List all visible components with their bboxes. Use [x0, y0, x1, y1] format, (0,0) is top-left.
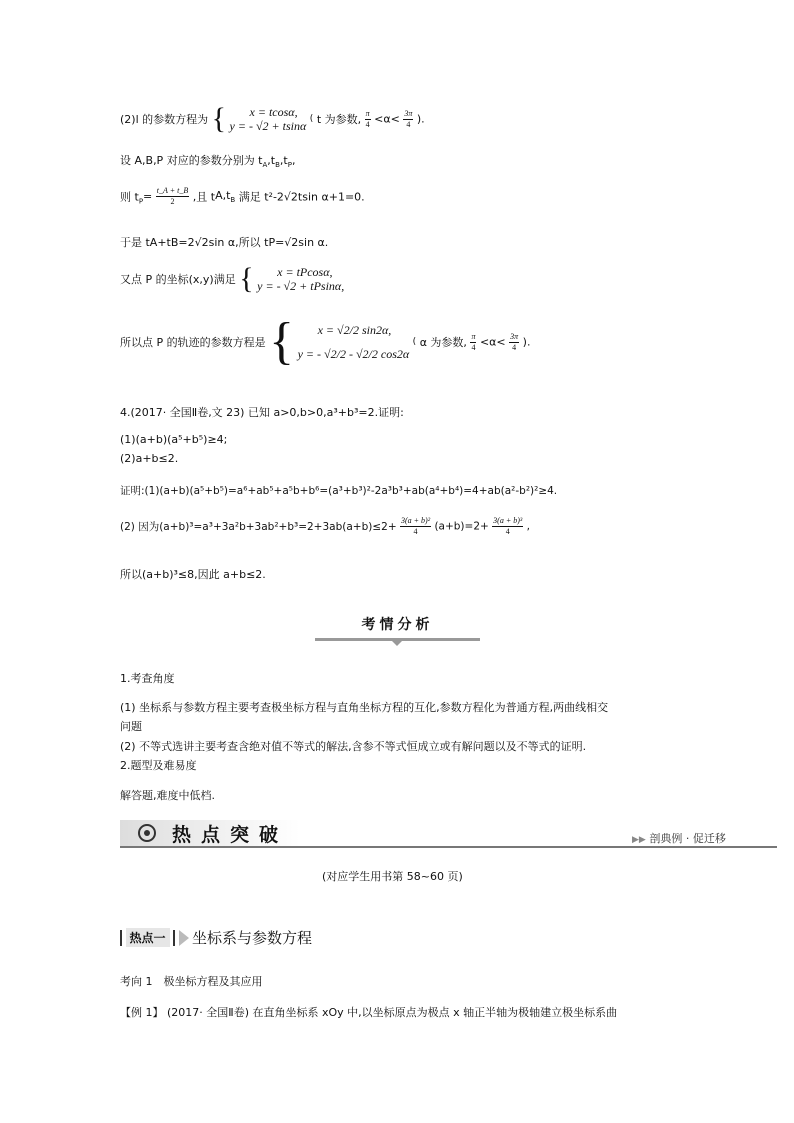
l-param-system: x = tcosα, y = - √2 + tsinα — [229, 105, 307, 133]
hot-title: 热点突破 — [172, 824, 289, 846]
l-param-line: (2)l 的参数方程为 { x = tcosα, y = - √2 + tsinα ( t 为参数, $\frac{\pi}{4}$ <α< $\frac{3\pi}{4}$ ). — [120, 102, 425, 135]
then-line: 则 $t_P=$ $\frac{t\_A + t\_B}{2}$ ,且 $tA,t_B$ 满足 t²-2√2tsin α+1=0. — [120, 186, 365, 206]
analysis-banner-title: 考情分析 — [361, 617, 434, 633]
analysis-h2: 2.题型及难易度 — [120, 759, 197, 772]
q4-proof1: 证明:(1)(a+b)(a⁵+b⁵)=a⁶+ab⁵+a⁵b+b⁶=(a³+b³)²-2a³b³+ab(a⁴+b⁴)=4+ab(a²-b²)²≥4. — [120, 485, 558, 497]
p-coord-line: 又点 P 的坐标(x,y)满足 { x = tPcosα, y = - √2 + tPsinα, — [120, 262, 345, 295]
set-params-line: 设 A,B,P 对应的参数分别为 $t_A,t_B,t_P$, — [120, 154, 296, 170]
example-line — [120, 1004, 617, 1020]
range-high-fraction: $\frac{3\pi}{4}$ — [404, 108, 413, 129]
hot-ref: (对应学生用书第 58~60 页) — [322, 870, 463, 883]
left-brace-icon: { — [269, 313, 295, 370]
trajectory-system: x = √2/2 sin2α, y = - √2/2 - √2/2 cos2α — [297, 323, 410, 361]
q4-item2: (2)a+b≤2. — [120, 452, 179, 465]
hot-point-heading — [120, 927, 312, 945]
analysis-p2: (2) 不等式选讲主要考查含绝对值不等式的解法,含参不等式恒成立或有解问题以及不等式的证明. — [120, 740, 587, 753]
left-brace-icon: { — [239, 262, 254, 295]
direction-line: 考向 1 极坐标方程及其应用 — [120, 975, 263, 988]
triangle-icon — [179, 930, 189, 946]
left-brace-icon: { — [211, 102, 227, 135]
l-param-prefix: (2)l 的参数方程为 — [120, 113, 209, 126]
analysis-p1: (1) 坐标系与参数方程主要考查极坐标方程与直角坐标方程的互化,参数方程化为普通方程,两曲线相交 — [120, 701, 609, 714]
point-title: 坐标系与参数方程 — [192, 929, 313, 947]
q4-title: 4.(2017· 全国Ⅱ卷,文 23) 已知 a>0,b>0,a³+b³=2.证明: — [120, 406, 404, 419]
point-bar-icon — [173, 930, 175, 946]
target-icon — [138, 824, 156, 842]
l-param-suffix: t 为参数, — [316, 113, 362, 126]
point-bar-icon — [120, 930, 122, 946]
example-text: (2017· 全国Ⅱ卷) 在直角坐标系 xOy 中,以坐标原点为极点 x 轴正半轴为极轴建立极坐标系曲 — [167, 1006, 618, 1019]
trajectory-line: 所以点 P 的轨迹的参数方程是 { x = √2/2 sin2α, y = - √2/2 - √2/2 cos2α ( α 为参数, $\frac{\pi}{4}$ <α< $\frac{3\pi}{4}$ ). — [120, 313, 531, 370]
so-line: 于是 tA+tB=2√2sin α,所以 tP=√2sin α. — [120, 236, 329, 249]
q4-proof2: (2) 因为(a+b)³=a³+3a²b+3ab²+b³=2+3ab(a+b)≤2+ $\frac{\text{3(a + b)²}}{4}$ (a+b)=2+ $\frac{\text{3(a + b)³}}{4}$ , — [120, 516, 530, 536]
banner-pointer-icon — [391, 640, 403, 646]
range-low-fraction: $\frac{\pi}{4}$ — [365, 108, 370, 129]
analysis-h1: 1.考查角度 — [120, 672, 175, 685]
q4-conclusion: 所以(a+b)³≤8,因此 a+b≤2. — [120, 568, 266, 581]
double-arrow-icon: ▶▶ — [632, 835, 646, 845]
p-coord-system: x = tPcosα, y = - √2 + tPsinα, — [257, 265, 345, 293]
q4-item1: (1)(a+b)(a⁵+b⁵)≥4; — [120, 433, 228, 446]
point-label: 热点一 — [126, 928, 170, 947]
tp-fraction: $\frac{t\_A + t\_B}{2}$ — [156, 186, 189, 206]
analysis-p3: 解答题,难度中低档. — [120, 789, 215, 802]
analysis-p1b: 问题 — [120, 720, 142, 733]
hot-right-tag: ▶▶ 剖典例 · 促迁移 — [632, 832, 726, 845]
example-label: 【例 1】 — [120, 1006, 164, 1019]
